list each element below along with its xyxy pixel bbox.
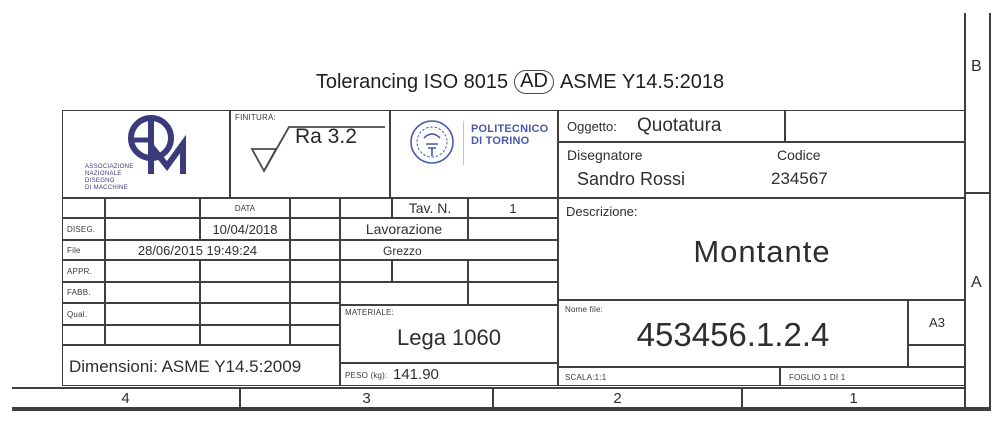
zone-row-label-b: B [971,58,982,75]
foglio-text: FOGLIO 1 DI 1 [789,373,846,382]
empty-cell [290,260,340,282]
appr-label-cell [62,260,105,282]
adm-caption-line: ASSOCIAZIONE [85,164,134,170]
empty-cell [62,198,105,218]
polito-name-line2: DI TORINO [471,135,530,147]
dimensioni-text: Dimensioni: ASME Y14.5:2009 [69,357,302,376]
empty-cell [290,282,340,303]
adm-logo-cell [62,110,230,198]
adm-caption-line: DI MACCHINE [85,185,128,191]
nome-file-label: Nome file: [565,305,604,314]
grezzo-cell [340,240,558,260]
diseg-date-cell: 10/04/2018 [200,218,290,240]
finitura-cell [230,110,390,198]
empty-cell [105,260,200,282]
empty-cell [105,325,200,345]
empty-cell [908,345,966,367]
adm-caption-line: NAZIONALE [85,171,122,177]
zone-col-label-1: 1 [849,389,858,407]
adm-caption-line: DISEGNO [85,178,115,184]
empty-cell [290,325,340,345]
empty-cell [468,218,558,240]
qual-label-cell [62,303,105,325]
zone-row-divider [964,192,991,194]
finitura-label: FINITURA: [235,113,276,122]
polito-cell [390,110,558,198]
finitura-value: Ra 3.2 [295,125,357,148]
zone-row-label-a: A [971,274,982,291]
empty-cell [62,325,105,345]
tav-value-cell: 1 [468,198,558,218]
file-label: File [67,246,81,255]
qual-label: Qual. [67,310,88,319]
bottom-strip-bottom-line [12,407,991,411]
designer-cell [558,142,966,198]
disegnatore-name: Sandro Rossi [577,169,686,189]
fabb-label: FABB. [67,288,91,297]
diseg-label: DISEG. [67,225,96,234]
empty-cell [468,260,558,282]
scala-cell [558,367,780,386]
empty-cell [105,218,200,240]
appr-label: APPR. [67,267,93,276]
empty-cell [392,260,468,282]
oggetto-empty-cell [785,110,966,142]
lavorazione-cell: Lavorazione [340,218,468,240]
empty-cell [105,282,200,303]
empty-cell [290,218,340,240]
empty-cell [290,198,340,218]
materiale-value: Lega 1060 [397,325,501,350]
oggetto-value: Quotatura [637,115,722,136]
empty-cell [340,282,468,305]
codice-value: 234567 [771,169,828,188]
empty-cell [200,282,290,303]
tolerancing-suffix: ASME Y14.5:2018 [559,70,725,93]
adm-caption [85,164,134,192]
codice-label: Codice [777,147,821,163]
empty-cell [105,303,200,325]
disegnatore-label: Disegnatore [567,147,643,163]
zone-col-label-2: 2 [613,389,622,407]
frame-inner-line [964,13,966,410]
file-label-cell [62,240,105,260]
empty-cell [340,198,392,218]
peso-label: PESO (kg): [345,371,388,380]
nome-file-cell [558,300,908,367]
fabb-label-cell [62,282,105,303]
tav-label-cell: Tav. N. [392,198,468,218]
oggetto-label: Oggetto: [567,119,617,134]
descrizione-label: Descrizione: [566,204,638,219]
dimensioni-cell [62,345,340,386]
descrizione-cell [558,198,966,300]
oggetto-cell [558,110,785,142]
peso-value: 141.90 [393,366,439,383]
polito-seal-icon [409,119,455,165]
nome-file-value: 453456.1.2.4 [636,315,830,353]
data-header-cell: DATA [200,198,290,218]
zone-col-label-3: 3 [362,389,371,407]
ad-badge: AD [514,70,554,94]
formato-cell: A3 [908,300,966,345]
empty-cell [468,282,558,305]
empty-cell [105,198,200,218]
empty-cell [290,240,340,260]
grezzo-text: Grezzo [383,244,422,258]
foglio-cell [780,367,966,386]
peso-cell [340,363,558,386]
tolerancing-note [200,64,840,100]
polito-separator [463,121,464,165]
materiale-label: MATERIALE: [345,308,394,317]
descrizione-value: Montante [693,234,831,269]
polito-name [471,123,548,147]
polito-name-line1: POLITECNICO [471,123,549,135]
empty-cell [200,325,290,345]
materiale-cell [340,305,558,363]
empty-cell [200,260,290,282]
empty-cell [290,303,340,325]
diseg-label-cell [62,218,105,240]
frame-outer-line [989,13,991,410]
scala-text: SCALA:1:1 [565,373,607,382]
tolerancing-prefix: Tolerancing ISO 8015 [315,70,509,93]
zone-col-label-4: 4 [121,389,130,407]
empty-cell [200,303,290,325]
empty-cell [340,260,392,282]
file-value-cell: 28/06/2015 19:49:24 [105,240,290,260]
